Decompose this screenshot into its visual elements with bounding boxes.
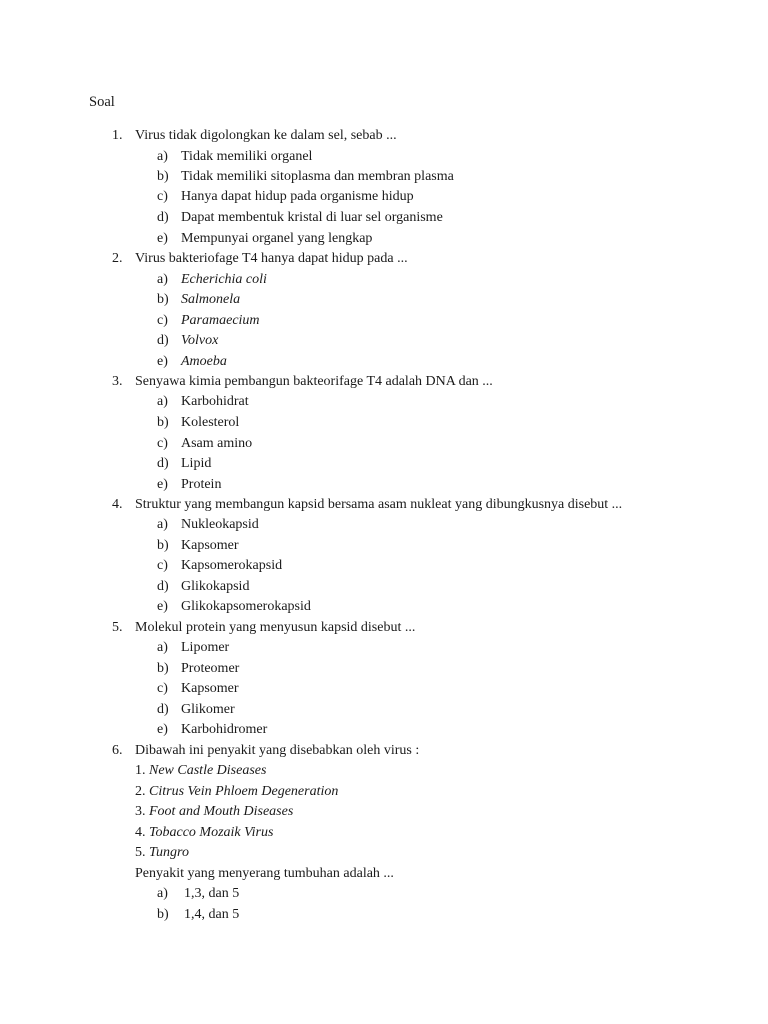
option-text: Kapsomerokapsid [181,558,283,573]
option-text: Tidak memiliki sitoplasma dan membran plasma [181,169,454,184]
option-text: Paramaecium [181,313,260,328]
option-label: c) [157,189,168,204]
question-number: 2. [112,251,123,266]
question-text: Virus tidak digolongkan ke dalam sel, sebab ... [135,128,397,143]
option-text: Volvox [181,333,219,348]
option-label: b) [157,538,169,553]
option-text: 1,3, dan 5 [184,886,240,901]
option-text: Echerichia coli [181,272,267,287]
option-text: Mempunyai organel yang lengkap [181,231,373,246]
option-text: Nukleokapsid [181,517,259,532]
list-item-number: 5. [135,845,146,860]
option-label: e) [157,477,168,492]
option-label: c) [157,313,168,328]
option-label: c) [157,436,168,451]
option-label: a) [157,394,168,409]
option-label: b) [157,169,169,184]
option-text: Hanya dapat hidup pada organisme hidup [181,189,414,204]
option-text: Proteomer [181,661,240,676]
option-label: d) [157,456,169,471]
option-text: Karbohidrat [181,394,249,409]
option-label: b) [157,292,169,307]
option-text: Tidak memiliki organel [181,149,313,164]
option-text: 1,4, dan 5 [184,907,240,922]
option-label: b) [157,415,169,430]
option-text: Dapat membentuk kristal di luar sel organisme [181,210,443,225]
list-item-text: Tobacco Mozaik Virus [149,825,274,840]
list-item [135,843,189,863]
option-label: a) [157,886,168,901]
option-text: Kolesterol [181,415,240,430]
list-item-number: 3. [135,804,146,819]
list-item-number: 1. [135,763,146,778]
question-number: 3. [112,374,123,389]
list-item [135,823,273,843]
list-item-text: New Castle Diseases [149,763,267,778]
option-label: a) [157,149,168,164]
option-label: a) [157,517,168,532]
list-item-number: 4. [135,825,146,840]
option-label: c) [157,681,168,696]
option-text: Glikomer [181,702,235,717]
question-number: 5. [112,620,123,635]
question-followup: Penyakit yang menyerang tumbuhan adalah ... [135,866,394,881]
option-label: d) [157,210,169,225]
option-label: e) [157,354,168,369]
question-text: Virus bakteriofage T4 hanya dapat hidup pada ... [135,251,408,266]
option-label: d) [157,702,169,717]
list-item-text: Foot and Mouth Diseases [149,804,294,819]
question-text: Senyawa kimia pembangun bakteorifage T4 adalah DNA dan ... [135,374,493,389]
question-number: 4. [112,497,123,512]
option-text: Lipomer [181,640,230,655]
option-label: a) [157,272,168,287]
option-text: Karbohidromer [181,722,268,737]
option-label: e) [157,722,168,737]
option-label: d) [157,579,169,594]
option-text: Protein [181,477,222,492]
list-item [135,802,293,822]
option-text: Salmonela [181,292,241,307]
option-text: Kapsomer [181,538,239,553]
question-number: 6. [112,743,123,758]
option-text: Amoeba [181,354,227,369]
question-text: Struktur yang membangun kapsid bersama asam nukleat yang dibungkusnya disebut ... [135,497,623,512]
page-title: Soal [89,94,115,110]
list-item [135,782,338,802]
question-text: Molekul protein yang menyusun kapsid disebut ... [135,620,416,635]
option-label: d) [157,333,169,348]
option-label: e) [157,231,168,246]
option-label: b) [157,661,169,676]
option-label: e) [157,599,168,614]
option-text: Lipid [181,456,212,471]
question-number: 1. [112,128,123,143]
option-label: b) [157,907,169,922]
list-item [135,761,266,781]
question-text: Dibawah ini penyakit yang disebabkan oleh virus : [135,743,420,758]
option-label: c) [157,558,168,573]
option-text: Kapsomer [181,681,239,696]
list-item-number: 2. [135,784,146,799]
option-text: Glikokapsid [181,579,250,594]
option-text: Asam amino [181,436,253,451]
list-item-text: Citrus Vein Phloem Degeneration [149,784,339,799]
option-text: Glikokapsomerokapsid [181,599,311,614]
option-label: a) [157,640,168,655]
list-item-text: Tungro [149,845,189,860]
